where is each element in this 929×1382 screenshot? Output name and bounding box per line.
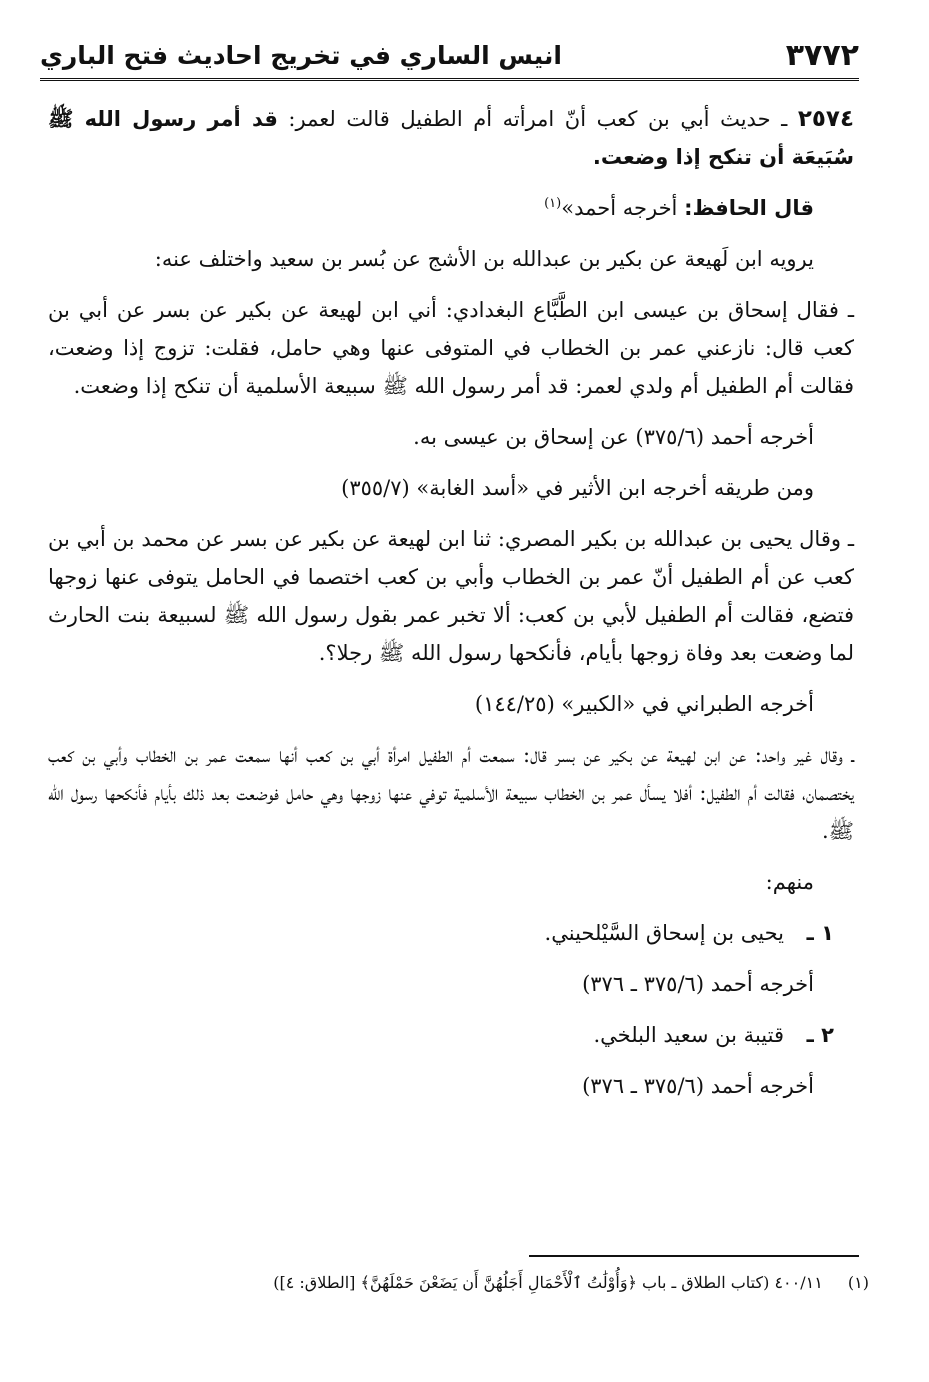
paragraph: ومن طريقه أخرجه ابن الأثير في «أسد الغابة» (٣٥٥/٧) [341, 476, 814, 500]
list-name: يحيى بن إسحاق السَّيْلحيني. [544, 921, 784, 945]
list-source: أخرجه أحمد (٣٧٥/٦ ـ ٣٧٦) [582, 972, 814, 996]
paragraph: أخرجه الطبراني في «الكبير» (١٤٤/٢٥) [474, 692, 814, 716]
paragraph: ـ وقال يحيى بن عبدالله بن بكير المصري: ثنا ابن لهيعة عن بكير عن بسر عن محمد بن أبي بن كعب عن أم الطفيل أنّ عمر بن الخطاب وأبي بن كعب اختصما في الحامل يتوفى عنها زوجها فتضع، فقالت أم الطفيل لأبي بن كعب: ألا تخبر عمر بقول رسول الله ﷺ لسبيعة بنت الحارث لما وضعت بعد وفاة زوجها بأيام، فأنكحها رسول الله ﷺ رجلا؟. [48, 527, 854, 665]
hafiz-text: أخرجه أحمد» [561, 196, 678, 220]
hadith-number: ٢٥٧٤ [797, 106, 855, 132]
paragraph: منهم: [765, 870, 814, 894]
hadith-text: قد أمر رسول الله ﷺ سُبَيعَة أن تنكح إذا وضعت. [48, 107, 854, 169]
book-title: انيس الساري في تخريج احاديث فتح الباري [40, 41, 562, 70]
footnote-text: ٤٠٠/١١ (كتاب الطلاق ـ باب ﴿وَأُوْلَٰتُ ٱلْأَحْمَالِ أَجَلُهُنَّ أَن يَضَعْنَ حَمْلَهُنَّ﴾ [الطلاق: ٤]) [273, 1273, 823, 1292]
list-name: قتيبة بن سعيد البلخي. [593, 1023, 784, 1047]
footnote-divider [529, 1255, 859, 1257]
page-number: ٣٧٧٢ [785, 38, 859, 73]
list-source: أخرجه أحمد (٣٧٥/٦ ـ ٣٧٦) [582, 1074, 814, 1098]
footnote [60, 1268, 869, 1298]
list-item [48, 1016, 854, 1054]
footnote-number: (١) [847, 1273, 869, 1292]
paragraph: ـ وقال غير واحد: عن ابن لهيعة عن بكير عن بسر قال: سمعت أم الطفيل امرأة أبي بن كعب أنها سمعت عمر بن الخطاب وأبي بن كعب يختصمان، فقالت أم الطفيل: أفلا يسأل عمر بن الخطاب سبيعة الأسلمية توفي عنها زوجها وهي حامل فوضعت بعد ذلك بأيام فأنكحها رسول الله ﷺ. [48, 743, 854, 843]
list-item [48, 914, 854, 952]
main-content [48, 100, 854, 1118]
hadith-entry [48, 100, 854, 176]
hafiz-label: قال الحافظ: [684, 196, 814, 220]
hadith-intro: ـ حديث أبي بن كعب أنّ امرأته أم الطفيل قالت لعمر: [288, 107, 788, 131]
page-header [40, 34, 859, 81]
list-number: ١ ـ [806, 921, 834, 945]
hafiz-statement [48, 189, 854, 227]
paragraph: ـ فقال إسحاق بن عيسى ابن الطَّبَّاع البغدادي: أني ابن لهيعة عن بكير عن بسر عن أبي بن كعب قال: نازعني عمر بن الخطاب في المتوفى عنها وهي حامل، فقلت: تزوج إذا وضعت، فقالت أم الطفيل أم ولدي لعمر: قد أمر رسول الله ﷺ سبيعة الأسلمية أن تنكح إذا وضعت. [48, 298, 854, 398]
paragraph: يرويه ابن لَهيعة عن بكير بن عبدالله بن الأشج عن بُسر بن سعيد واختلف عنه: [154, 247, 814, 271]
paragraph: أخرجه أحمد (٣٧٥/٦) عن إسحاق بن عيسى به. [413, 425, 814, 449]
footnote-reference: (١) [544, 196, 562, 211]
list-number: ٢ ـ [806, 1023, 834, 1047]
